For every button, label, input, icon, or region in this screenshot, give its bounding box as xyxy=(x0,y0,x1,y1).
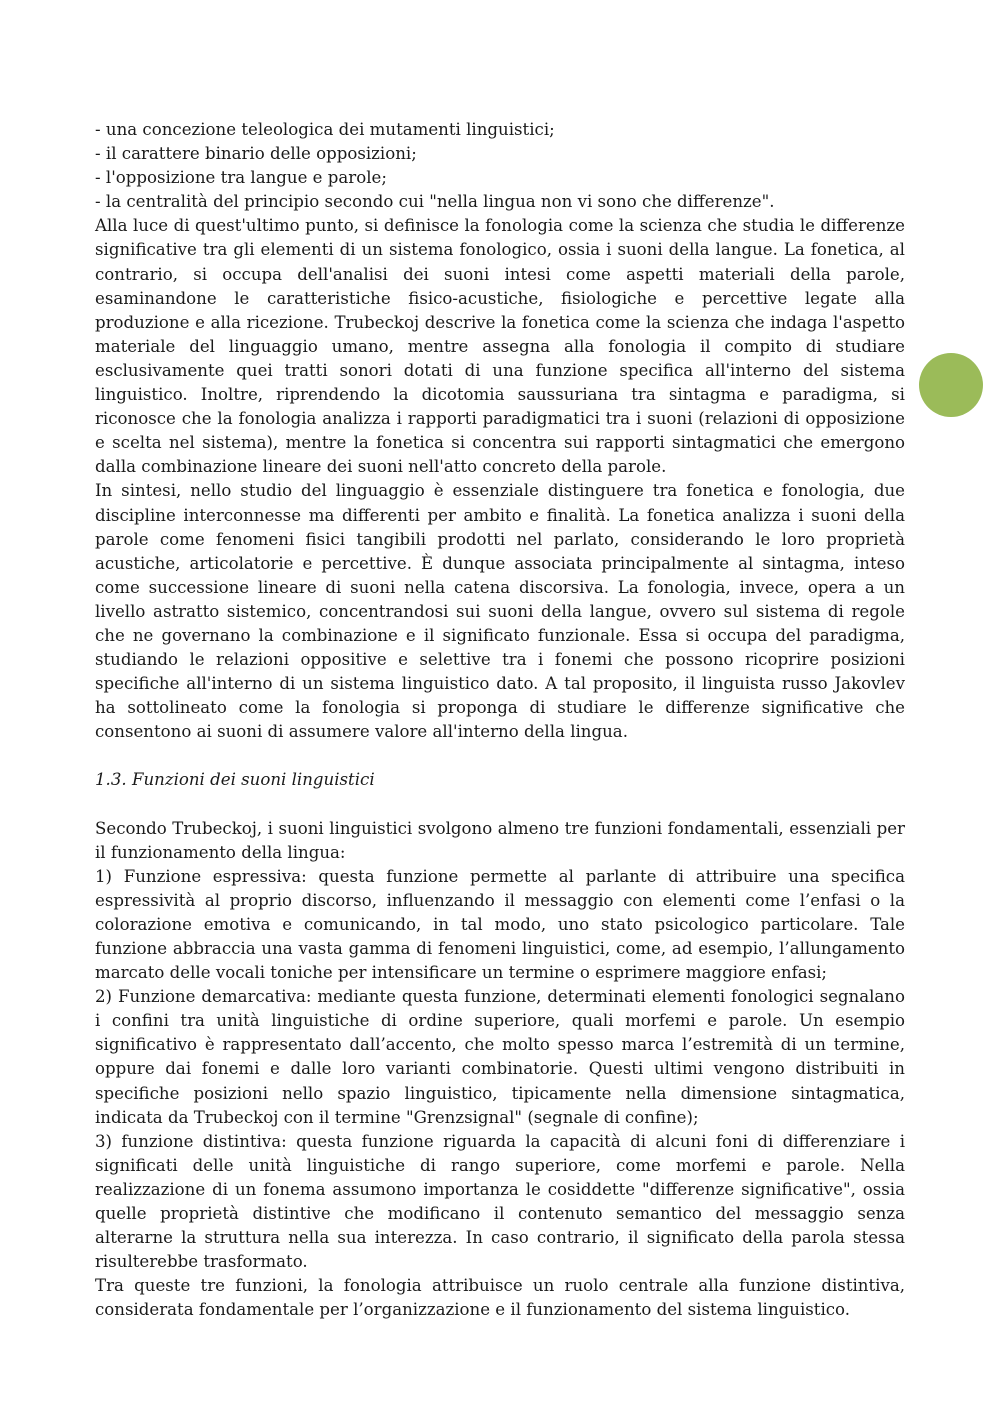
paragraph: Tra queste tre funzioni, la fonologia attribuisce un ruolo centrale alla funzione distintiva, considerata fondamentale per l’organizzazione e il funzionamento del sistema linguistico. xyxy=(95,1276,905,1320)
paragraph: Alla luce di quest'ultimo punto, si definisce la fonologia come la scienza che studia le differenze significative tra gli elementi di un sistema fonologico, ossia i suoni della langue. La fonetica, al contrario, si occupa dell'analisi dei suoni intesi come aspetti materiali della parole, esaminandone le caratteristiche fisico-acustiche, fisiologiche e percettive legate alla produzione e alla ricezione. Trubeckoj descrive la fonetica come la scienza che indaga l'aspetto materiale del linguaggio umano, mentre assegna alla fonologia il compito di studiare esclusivamente quei tratti sonori dotati di una funzione specifica all'interno del sistema linguistico. Inoltre, riprendendo la dicotomia saussuriana tra sintagma e paradigma, si riconosce che la fonologia analizza i rapporti paradigmatici tra i suoni (relazioni di opposizione e scelta nel sistema), mentre la fonetica si concentra sui rapporti sintagmatici che emergono dalla combinazione lineare dei suoni nell'atto concreto della parole. xyxy=(95,216,905,477)
list-item: - una concezione teleologica dei mutamenti linguistici; xyxy=(95,120,555,139)
page-body xyxy=(95,118,905,1323)
paragraph: Secondo Trubeckoj, i suoni linguistici svolgono almeno tre funzioni fondamentali, essenziali per il funzionamento della lingua: xyxy=(95,818,905,862)
list-item: - la centralità del principio secondo cui "nella lingua non vi sono che differenze". xyxy=(95,192,775,212)
list-item: - l'opposizione tra langue e parole; xyxy=(95,168,387,188)
paragraph: 3) funzione distintiva: questa funzione riguarda la capacità di alcuni foni di differenziare i significati delle unità linguistiche di rango superiore, come morfemi e parole. Nella realizzazione di un fonema assumono importanza le cosiddette "differenze significative", ossia quelle proprietà distintive che modificano il contenuto semantico del messaggio senza alterarne la struttura nella sua interezza. In caso contrario, il significato della parola stessa risulterebbe trasformato. xyxy=(95,1131,905,1272)
page-marker-circle xyxy=(919,353,983,417)
paragraph: 1) Funzione espressiva: questa funzione permette al parlante di attribuire una specifica espressività al proprio discorso, influenzando il messaggio con elementi come l’enfasi o la colorazione emotiva e comunicando, in tal modo, uno stato psicologico particolare. Tale funzione abbraccia una vasta gamma di fenomeni linguistici, come, ad esempio, l’allungamento marcato delle vocali toniche per intensificare un termine o esprimere maggiore enfasi; xyxy=(95,866,905,983)
section-heading: 1.3. Funzioni dei suoni linguistici xyxy=(95,770,375,790)
paragraph: In sintesi, nello studio del linguaggio è essenziale distinguere tra fonetica e fonologia, due discipline interconnesse ma differenti per ambito e finalità. La fonetica analizza i suoni della parole come fenomeni fisici tangibili prodotti nel parlato, considerando le loro proprietà acustiche, articolatorie e percettive. È dunque associata principalmente al sintagma, inteso come successione lineare di suoni nella catena discorsiva. La fonologia, invece, opera a un livello astratto sistemico, concentrandosi sui suoni della langue, ovvero sul sistema di regole che ne governano la combinazione e il significato funzionale. Essa si occupa del paradigma, studiando le relazioni oppositive e selettive tra i fonemi che possono ricoprire posizioni specifiche all'interno di un sistema linguistico dato. A tal proposito, il linguista russo Jakovlev ha sottolineato come la fonologia si proponga di studiare le differenze significative che consentono ai suoni di assumere valore all'interno della lingua. xyxy=(95,481,905,742)
list-item: - il carattere binario delle opposizioni; xyxy=(95,144,417,164)
paragraph: 2) Funzione demarcativa: mediante questa funzione, determinati elementi fonologici segnalano i confini tra unità linguistiche di ordine superiore, quali morfemi e parole. Un esempio significativo è rappresentato dall’accento, che molto spesso marca l’estremità di un termine, oppure dai fonemi e dalle loro varianti combinatorie. Questi ultimi vengono distribuiti in specifiche posizioni nello spazio linguistico, tipicamente nella dimensione sintagmatica, indicata da Trubeckoj con il termine "Grenzsignal" (segnale di confine); xyxy=(95,987,905,1127)
feature-list xyxy=(95,118,905,214)
